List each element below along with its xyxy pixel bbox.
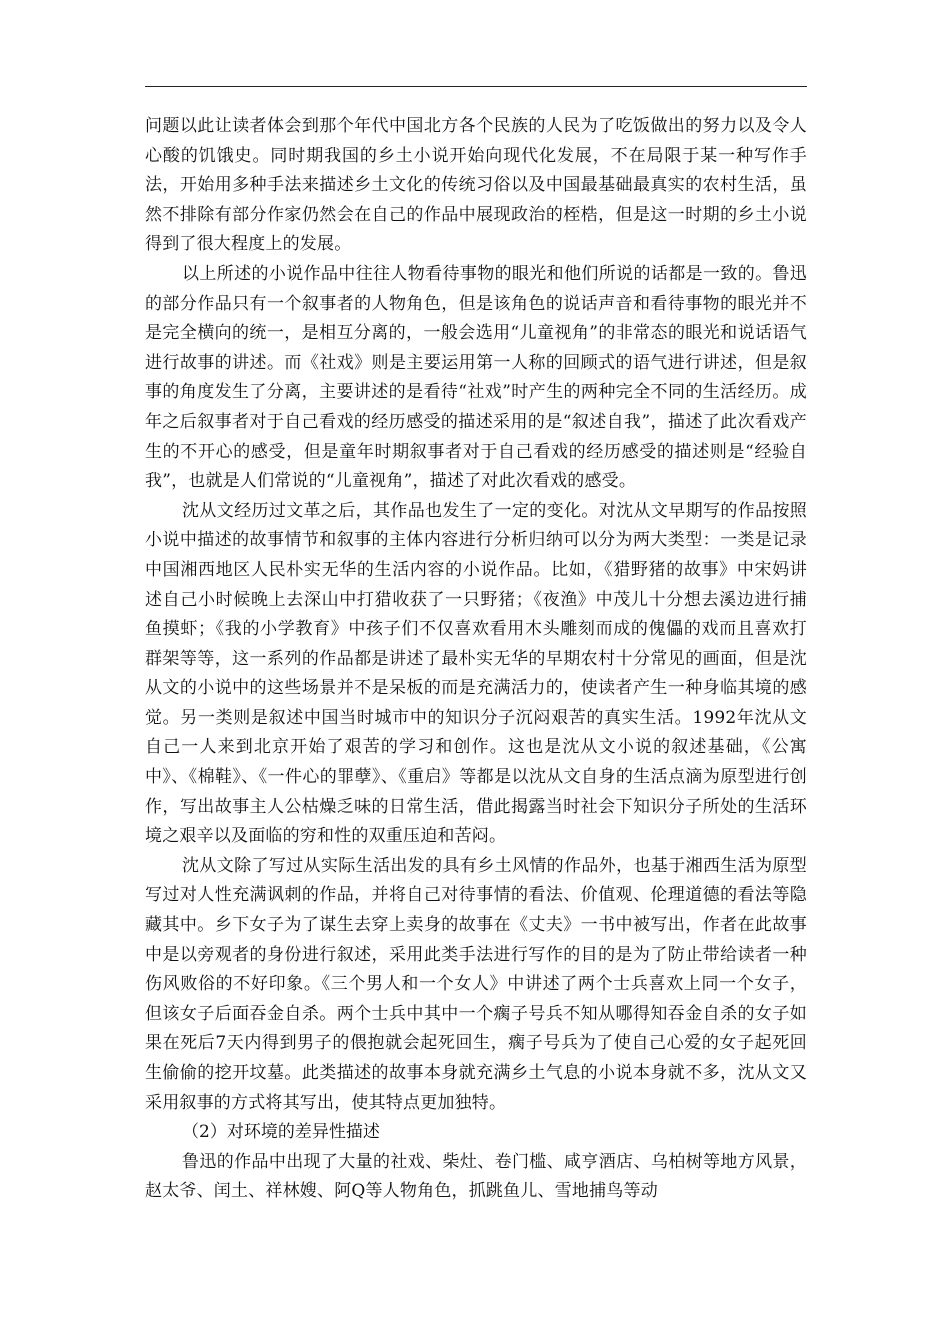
- paragraph-5: 鲁迅的作品中出现了大量的社戏、柴灶、卷门槛、咸亨酒店、乌柏树等地方风景，赵太爷、闰土、祥林嫂、阿Q等人物角色，抓跳鱼儿、雪地捕鸟等动: [145, 1151, 807, 1202]
- paragraph-3: 沈从文经历过文革之后，其作品也发生了一定的变化。对沈从文早期写的作品按照小说中描述的故事情节和叙事的主体内容进行分析归纳可以分为两大类型：一类是记录中国湘西地区人民朴实无华的生活内容的小说作品。比如，《猎野猪的故事》中宋妈讲述自己小时候晚上去深山中打猎收获了一只野猪；《夜渔》中茂儿十分想去溪边进行捕鱼摸虾；《我的小学教育》中孩子们不仅喜欢看用木头雕刻而成的傀儡的戏而且喜欢打群架等等，这一系列的作品都是讲述了最朴实无华的早期农村十分常见的画面，但是沈从文的小说中的这些场景并不是呆板的而是充满活力的，使读者产生一种身临其境的感觉。另一类则是叙述中国当时城市中的知识分子沉闷艰苦的真实生活。1992年沈从文自己一人来到北京开始了艰苦的学习和创作。这也是沈从文小说的叙述基础，《公寓中》、《棉鞋》、《一件心的罪孽》、《重启》等都是以沈从文自身的生活点滴为原型进行创作，写出故事主人公枯燥乏味的日常生活，借此揭露当时社会下知识分子所处的生活环境之艰辛以及面临的穷和性的双重压迫和苦闷。: [145, 500, 807, 847]
- paragraph-4: 沈从文除了写过从实际生活出发的具有乡土风情的作品外，也基于湘西生活为原型写过对人性充满讽刺的作品，并将自己对待事情的看法、价值观、伦理道德的看法等隐藏其中。乡下女子为了谋生去穿上卖身的故事在《丈夫》一书中被写出，作者在此故事中是以旁观者的身份进行叙述，采用此类手法进行写作的目的是为了防止带给读者一种伤风败俗的不好印象。《三个男人和一个女人》中讲述了两个士兵喜欢上同一个女子，但该女子后面吞金自杀。两个士兵中其中一个瘸子号兵不知从哪得知吞金自杀的女子如果在死后7天内得到男子的偎抱就会起死回生，瘸子号兵为了使自己心爱的女子起死回生偷偷的挖开坟墓。此类描述的故事本身就充满乡土气息的小说本身就不多，沈从文又采用叙事的方式将其写出，使其特点更加独特。: [145, 855, 807, 1113]
- paragraph-1: 问题以此让读者体会到那个年代中国北方各个民族的人民为了吃饭做出的努力以及令人心酸的饥饿史。同时期我国的乡土小说开始向现代化发展，不在局限于某一种写作手法，开始用多种手法来描述乡土文化的传统习俗以及中国最基础最真实的农村生活，虽然不排除有部分作家仍然会在自己的作品中展现政治的桎梏，但是这一时期的乡土小说得到了很大程度上的发展。: [145, 116, 807, 255]
- paragraph-2: 以上所述的小说作品中往往人物看待事物的眼光和他们所说的话都是一致的。鲁迅的部分作品只有一个叙事者的人物角色，但是该角色的说话声音和看待事物的眼光并不是完全横向的统一，是相互分离的，一般会选用“儿童视角”的非常态的眼光和说话语气进行故事的讲述。而《社戏》则是主要运用第一人称的回顾式的语气进行讲述，但是叙事的角度发生了分离，主要讲述的是看待“社戏”时产生的两种完全不同的生活经历。成年之后叙事者对于自己看戏的经历感受的描述采用的是“叙述自我”，描述了此次看戏产生的不开心的感受，但是童年时期叙事者对于自己看戏的经历感受的描述则是“经验自我”，也就是人们常说的“儿童视角”，描述了对此次看戏的感受。: [145, 263, 807, 492]
- section-subheading: （2）对环境的差异性描述: [182, 1122, 380, 1143]
- header-rule: [145, 86, 807, 87]
- document-body: [145, 112, 807, 1207]
